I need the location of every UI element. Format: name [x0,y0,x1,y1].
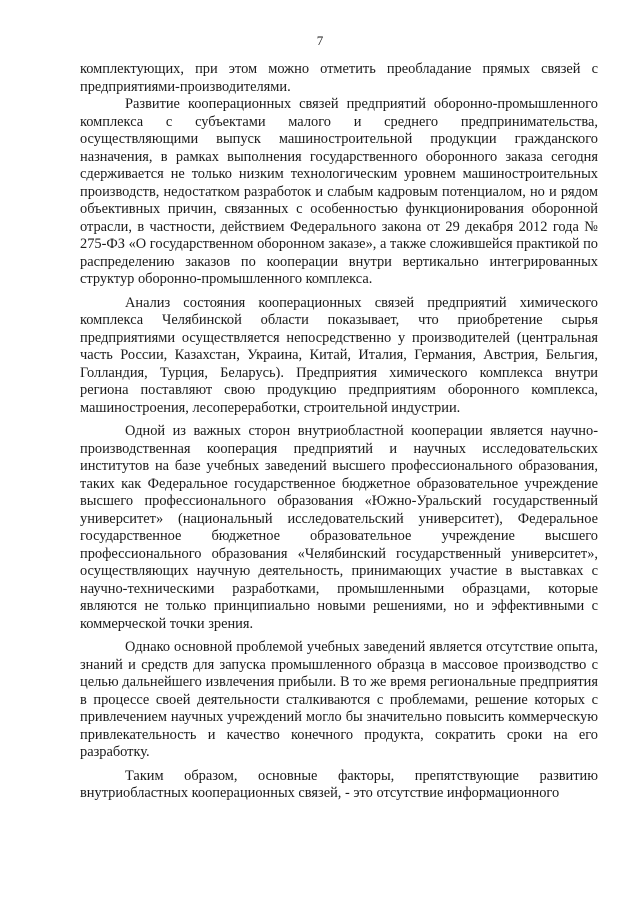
paragraph-chemical-complex: Анализ состояния кооперационных связей предприятий химического комплекса Челябинской области показывает, что приобретение сырья предприятиями осуществляется непосредственно у производителей (центральная часть России, Казахстан, Украина, Китай, Италия, Германия, Австрия, Бельгия, Голландия, Турция, Беларусь). Предприятия химического комплекса внутри региона поставляют свою продукцию предприятиям оборонного комплекса, машиностроения, лесопереработки, строительной индустрии. [80,294,598,416]
paragraph-defense-cooperation: Развитие кооперационных связей предприятий оборонно-промышленного комплекса с субъектами малого и среднего предпринимательства, осуществляющими выпуск машиностроительной продукции гражданского назначения, в рамках выполнения государственного оборонного заказа сегодня сдерживается не только низким технологическим уровнем машиностроительных производств, недостатком разработок и слабым кадровым потенциалом, но и рядом объективных причин, связанных с особенностью функционирования оборонной отрасли, в частности, действием Федерального закона от 29 декабря 2012 года № 275-ФЗ «О государственном оборонном заказе», а также сложившейся практикой по распределению заказов по кооперации внутри вертикально интегрированных структур оборонно-промышленного комплекса. [80,96,598,287]
document-body [80,61,598,803]
paragraph-continuation: комплектующих, при этом можно отметить преобладание прямых связей с предприятиями-производителями. [80,61,598,95]
page-number: 7 [316,33,324,48]
paragraph-main-problem: Однако основной проблемой учебных заведений является отсутствие опыта, знаний и средств для запуска промышленного образца в массовое производство с целью дальнейшего извлечения прибыли. В то же время региональные предприятия в процессе своей деятельности сталкиваются с проблемами, решение которых с привлечением научных учреждений могло бы значительно повысить коммерческую привлекательность и качество конечного продукта, сократить сроки на его разработку. [80,639,598,760]
paragraph-conclusion: Таким образом, основные факторы, препятствующие развитию внутриобластных кооперационных связей, - это отсутствие информационного [80,767,598,801]
paragraph-scientific-cooperation: Одной из важных сторон внутриобластной кооперации является научно-производственная кооперация предприятий и научных исследовательских институтов на базе учебных заведений высшего профессионального образования, таких как Федеральное государственное бюджетное образовательное учреждение высшего профессионального образования «Южно-Уральский государственный университет» (национальный исследовательский университет), Федеральное государственное бюджетное образовательное учреждение высшего профессионального образования «Челябинский государственный университет», осуществляющих научную деятельность, принимающих участие в выставках с научно-техническими разработками, промышленными образцами, которые являются не только принципиально новыми решениями, но и эффективными с коммерческой точки зрения. [80,423,598,632]
